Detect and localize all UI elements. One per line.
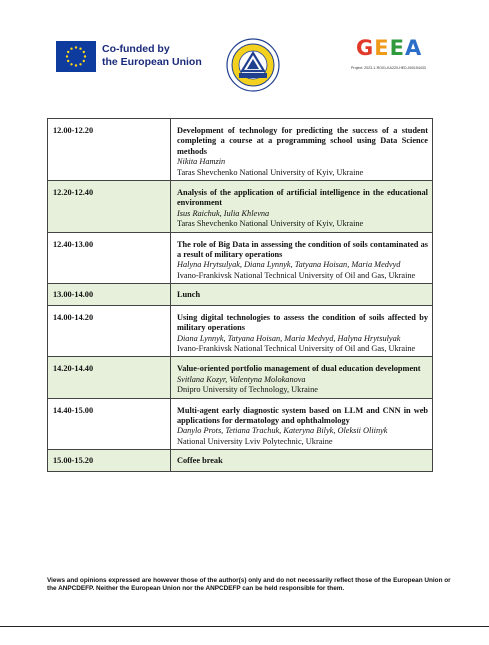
page-bottom-rule	[0, 626, 489, 627]
university-emblem-icon	[226, 38, 280, 92]
time-cell: 14.40-15.00	[48, 398, 171, 450]
session-authors: Danylo Prots, Tetiana Trachuk, Kateryna Bilyk, Oleksii Oliinyk	[177, 426, 388, 436]
project-code: Project: 2023-1-RO01-KA220-HED-000154433	[351, 66, 426, 70]
session-cell	[171, 398, 433, 450]
geea-logo-icon: GEEA	[356, 36, 423, 60]
session-cell	[171, 284, 433, 305]
session-title: Analysis of the application of artificial intelligence in the educational environment	[177, 188, 428, 208]
session-title: Lunch	[177, 290, 201, 300]
session-cell	[171, 232, 433, 284]
session-authors: Isus Raichuk, Iulia Khlevna	[177, 208, 270, 218]
page-header	[0, 0, 489, 110]
session-affiliation: National University Lviv Polytechnic, Ukraine	[177, 436, 333, 446]
eu-cofunded-text	[102, 43, 212, 69]
session-authors: Halyna Hrytsulyak, Diana Lynnyk, Tatyana Hoisan, Maria Medvyd	[177, 260, 401, 270]
table-row	[48, 232, 433, 284]
time-cell: 15.00-15.20	[48, 450, 171, 471]
session-authors: Nikita Hamzin	[177, 157, 226, 167]
session-affiliation: Taras Shevchenko National University of Kyiv, Ukraine	[177, 167, 364, 177]
eu-text-line: Co-funded by	[102, 43, 170, 55]
time-cell: 14.20-14.40	[48, 357, 171, 398]
table-row	[48, 181, 433, 233]
session-cell	[171, 119, 433, 181]
session-authors: Svitlana Kozyr, Valentyna Molokanova	[177, 374, 306, 384]
session-cell	[171, 181, 433, 233]
table-row	[48, 357, 433, 398]
session-title: Coffee break	[177, 456, 223, 466]
time-cell: 12.40-13.00	[48, 232, 171, 284]
table-row	[48, 119, 433, 181]
session-title: Development of technology for predicting the success of a student completing a course at a programming school using Data Science methods	[177, 126, 428, 156]
schedule-table	[47, 118, 433, 472]
session-cell	[171, 357, 433, 398]
disclaimer-text: Views and opinions expressed are however those of the author(s) only and do not necessarily reflect those of the European Union or the ANPCDEFP. Neither the European Union nor the ANPCDEFP can be held responsible for them.	[47, 577, 451, 592]
session-affiliation: Ivano-Frankivsk National Technical University of Oil and Gas, Ukraine	[177, 270, 416, 280]
table-row	[48, 398, 433, 450]
time-cell: 14.00-14.20	[48, 305, 171, 357]
session-affiliation: Taras Shevchenko National University of Kyiv, Ukraine	[177, 219, 364, 229]
session-cell	[171, 450, 433, 471]
session-authors: Diana Lynnyk, Tatyana Hoisan, Maria Medvyd, Halyna Hrytsulyak	[177, 333, 401, 343]
table-row	[48, 305, 433, 357]
table-row	[48, 450, 433, 471]
eu-flag-icon	[56, 41, 96, 72]
session-title: Using digital technologies to assess the condition of soils affected by military operations	[177, 312, 428, 333]
session-cell	[171, 305, 433, 357]
session-affiliation: Ivano-Frankivsk National Technical University of Oil and Gas, Ukraine	[177, 343, 416, 353]
time-cell: 13.00-14.00	[48, 284, 171, 305]
time-cell: 12.00-12.20	[48, 119, 171, 181]
session-title: Value-oriented portfolio management of dual education development	[177, 364, 421, 374]
eu-text-line: the European Union	[102, 56, 202, 68]
session-title: The role of Big Data in assessing the condition of soils contaminated as a result of military operations	[177, 239, 428, 260]
table-row	[48, 284, 433, 305]
time-cell: 12.20-12.40	[48, 181, 171, 233]
session-title: Multi-agent early diagnostic system based on LLM and CNN in web applications for dermatology and ophthalmology	[177, 405, 428, 425]
session-affiliation: Dnipro University of Technology, Ukraine	[177, 385, 318, 395]
